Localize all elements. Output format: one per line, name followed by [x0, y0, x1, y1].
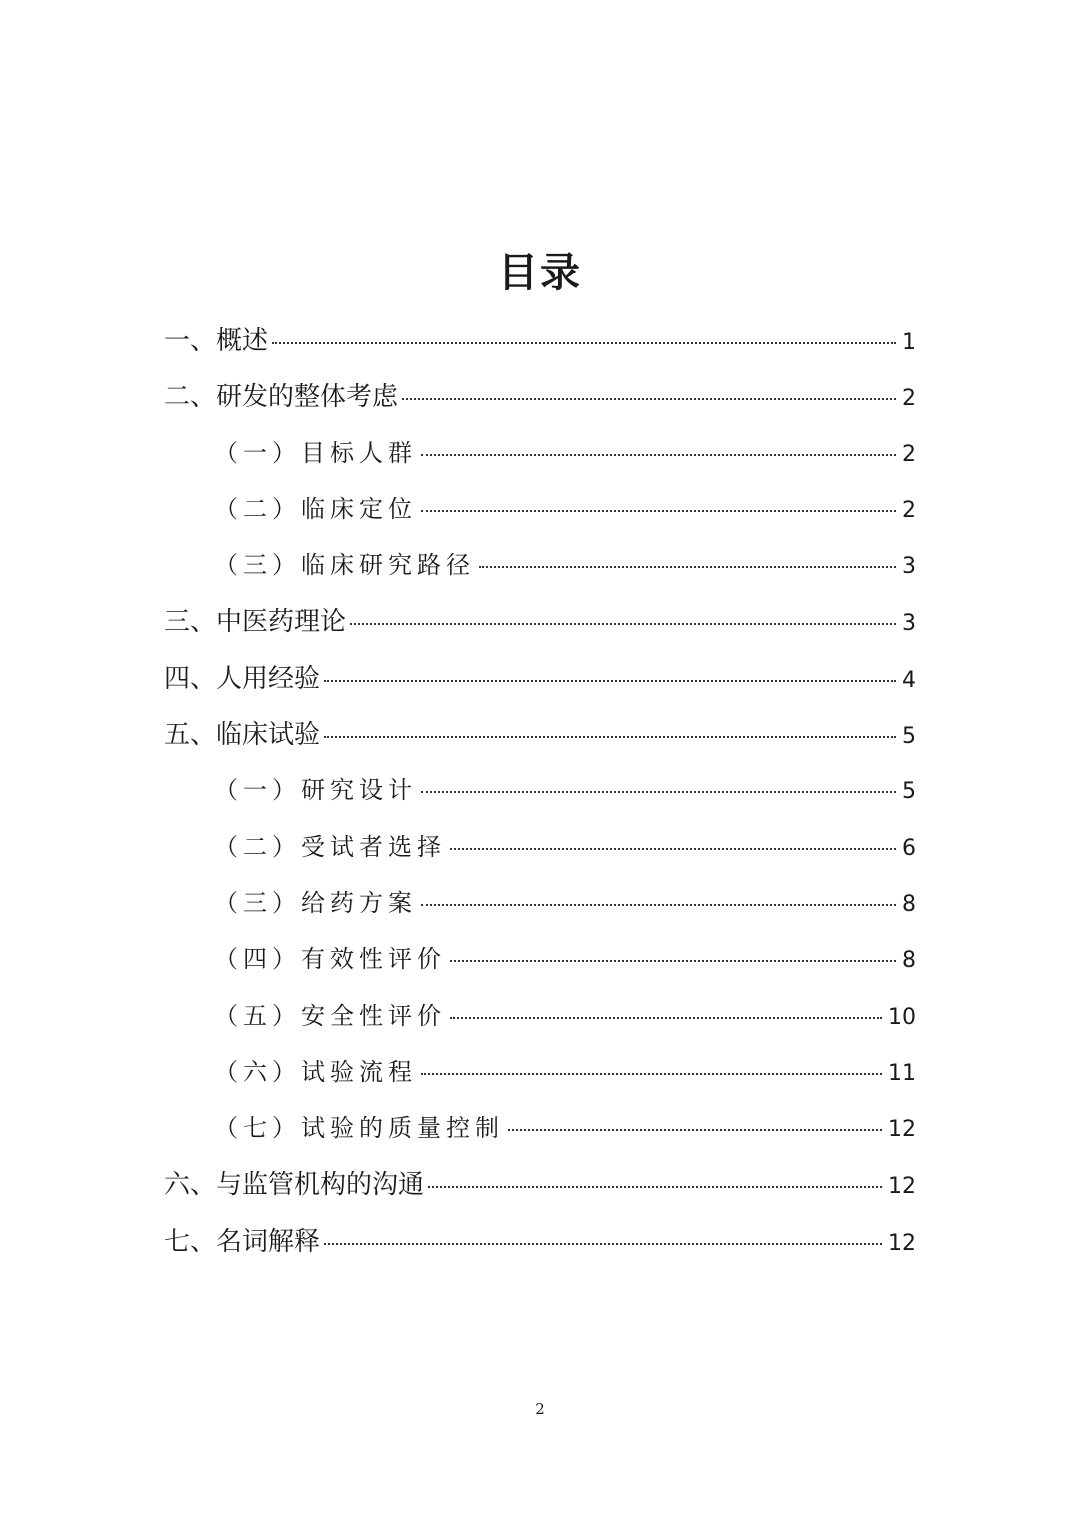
dot-leader	[508, 1129, 882, 1131]
dot-leader	[324, 1243, 882, 1245]
toc-entry-label: 五、临床试验	[164, 720, 321, 751]
toc-entry[interactable]	[164, 601, 916, 657]
dot-leader	[402, 398, 896, 400]
toc-entry-label: （一）研究设计	[214, 776, 417, 805]
dot-leader	[479, 566, 896, 568]
toc-entry-label: 二、研发的整体考虑	[164, 382, 399, 413]
toc-entry-page: 5	[902, 724, 916, 750]
toc-entry[interactable]	[164, 1221, 916, 1277]
dot-leader	[428, 1186, 882, 1188]
toc-entry-label: （一）目标人群	[214, 438, 417, 467]
toc-entry-label: （七）试验的质量控制	[214, 1114, 504, 1143]
toc-subentry[interactable]	[164, 1108, 916, 1164]
toc-entry-label: 六、与监管机构的沟通	[164, 1170, 425, 1201]
page-title: 目录	[498, 248, 582, 296]
dot-leader	[421, 904, 896, 906]
toc-entry[interactable]	[164, 658, 916, 714]
toc-entry-page: 2	[902, 497, 916, 523]
dot-leader	[450, 848, 896, 850]
toc-entry-page: 12	[888, 1117, 916, 1143]
toc-entry-label: 七、名词解释	[164, 1226, 321, 1257]
toc-entry[interactable]	[164, 320, 916, 376]
dot-leader	[421, 454, 896, 456]
dot-leader	[450, 960, 896, 962]
toc-subentry[interactable]	[164, 883, 916, 939]
toc-subentry[interactable]	[164, 489, 916, 545]
dot-leader	[272, 342, 896, 344]
toc-entry-label: （二）临床定位	[214, 494, 417, 523]
toc-subentry[interactable]	[164, 939, 916, 995]
toc-subentry[interactable]	[164, 996, 916, 1052]
toc-entry-page: 10	[888, 1004, 916, 1030]
toc-entry-page: 1	[902, 330, 916, 355]
toc-entry-page: 6	[902, 835, 916, 861]
table-of-contents	[164, 320, 916, 1277]
toc-entry-page: 2	[902, 441, 916, 467]
toc-subentry[interactable]	[164, 545, 916, 601]
dot-leader	[350, 623, 896, 625]
toc-entry-page: 8	[902, 948, 916, 974]
toc-subentry[interactable]	[164, 827, 916, 883]
toc-entry[interactable]	[164, 376, 916, 432]
toc-entry-page: 11	[888, 1060, 916, 1086]
toc-entry-label: 一、概述	[164, 326, 269, 356]
toc-entry-page: 3	[902, 554, 916, 580]
toc-entry-label: （二）受试者选择	[214, 832, 446, 861]
dot-leader	[324, 680, 896, 682]
dot-leader	[450, 1017, 882, 1019]
toc-subentry[interactable]	[164, 433, 916, 489]
toc-entry-label: 四、人用经验	[164, 663, 321, 694]
toc-entry-page: 8	[902, 891, 916, 917]
dot-leader	[324, 736, 896, 738]
page-number: 2	[535, 1400, 545, 1418]
toc-entry-page: 4	[902, 667, 916, 693]
toc-entry-label: 三、中医药理论	[164, 607, 347, 638]
toc-entry-page: 3	[902, 611, 916, 637]
dot-leader	[421, 510, 896, 512]
toc-entry[interactable]	[164, 714, 916, 770]
toc-entry-page: 12	[888, 1230, 916, 1256]
toc-entry-page: 5	[902, 779, 916, 805]
toc-entry[interactable]	[164, 1164, 916, 1220]
toc-entry-page: 2	[902, 386, 916, 412]
toc-entry-page: 12	[888, 1174, 916, 1200]
toc-entry-label: （六）试验流程	[214, 1057, 417, 1086]
toc-entry-label: （三）给药方案	[214, 888, 417, 917]
toc-subentry[interactable]	[164, 770, 916, 826]
dot-leader	[421, 1073, 882, 1075]
dot-leader	[421, 791, 896, 793]
toc-entry-label: （三）临床研究路径	[214, 551, 475, 580]
toc-subentry[interactable]	[164, 1052, 916, 1108]
toc-entry-label: （四）有效性评价	[214, 945, 446, 974]
toc-entry-label: （五）安全性评价	[214, 1001, 446, 1030]
